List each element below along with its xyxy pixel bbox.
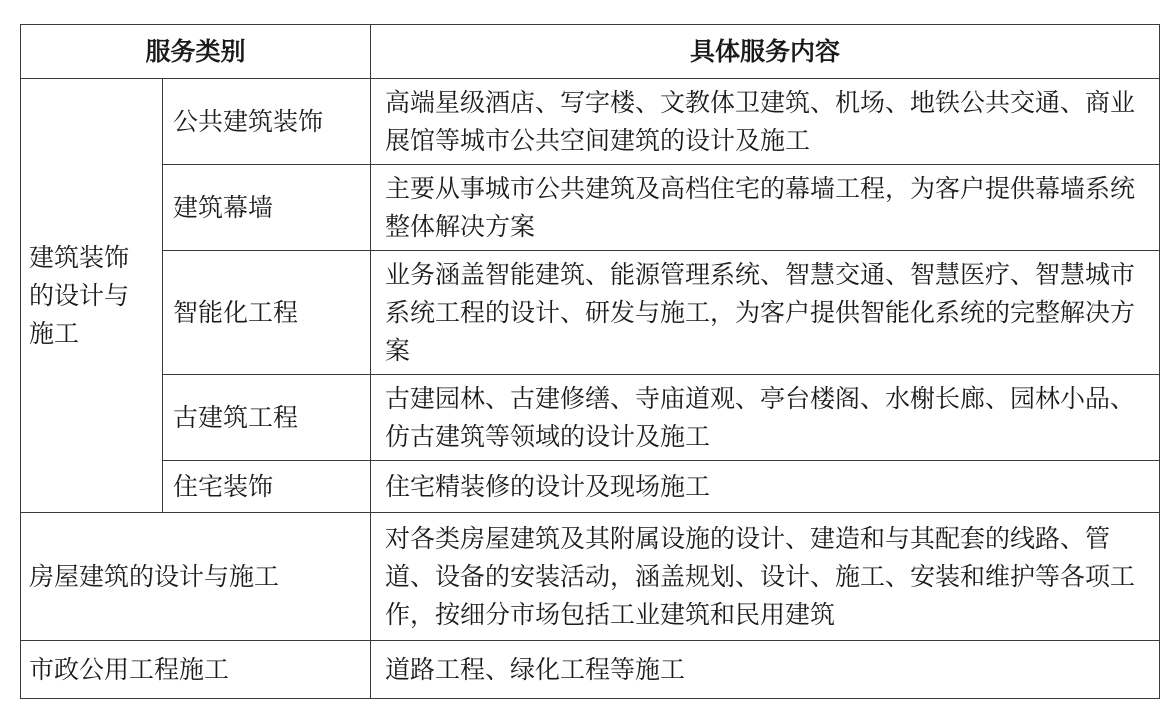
content-cell: 主要从事城市公共建筑及高档住宅的幕墙工程，为客户提供幕墙系统整体解决方案 xyxy=(371,165,1160,251)
table-header-row xyxy=(21,25,1160,79)
content-cell: 住宅精装修的设计及现场施工 xyxy=(371,461,1160,513)
subcategory-cell: 建筑幕墙 xyxy=(163,165,371,251)
category-building-decoration: 建筑装饰的设计与施工 xyxy=(21,79,163,513)
header-category: 服务类别 xyxy=(21,25,371,79)
subcategory-cell: 智能化工程 xyxy=(163,251,371,375)
table-row xyxy=(21,79,1160,165)
content-cell: 高端星级酒店、写字楼、文教体卫建筑、机场、地铁公共交通、商业展馆等城市公共空间建筑的设计及施工 xyxy=(371,79,1160,165)
header-content: 具体服务内容 xyxy=(371,25,1160,79)
content-cell: 道路工程、绿化工程等施工 xyxy=(371,641,1160,699)
table-row xyxy=(21,513,1160,641)
table-row xyxy=(21,641,1160,699)
table-row xyxy=(21,375,1160,461)
category-housing-construction: 房屋建筑的设计与施工 xyxy=(21,513,371,641)
table-row xyxy=(21,165,1160,251)
content-cell: 古建园林、古建修缮、寺庙道观、亭台楼阁、水榭长廊、园林小品、仿古建筑等领域的设计及施工 xyxy=(371,375,1160,461)
service-table xyxy=(20,24,1160,699)
category-municipal-engineering: 市政公用工程施工 xyxy=(21,641,371,699)
table-row xyxy=(21,461,1160,513)
subcategory-cell: 古建筑工程 xyxy=(163,375,371,461)
subcategory-cell: 公共建筑装饰 xyxy=(163,79,371,165)
subcategory-cell: 住宅装饰 xyxy=(163,461,371,513)
content-cell: 业务涵盖智能建筑、能源管理系统、智慧交通、智慧医疗、智慧城市系统工程的设计、研发与施工，为客户提供智能化系统的完整解决方案 xyxy=(371,251,1160,375)
content-cell: 对各类房屋建筑及其附属设施的设计、建造和与其配套的线路、管道、设备的安装活动，涵盖规划、设计、施工、安装和维护等各项工作，按细分市场包括工业建筑和民用建筑 xyxy=(371,513,1160,641)
table-row xyxy=(21,251,1160,375)
